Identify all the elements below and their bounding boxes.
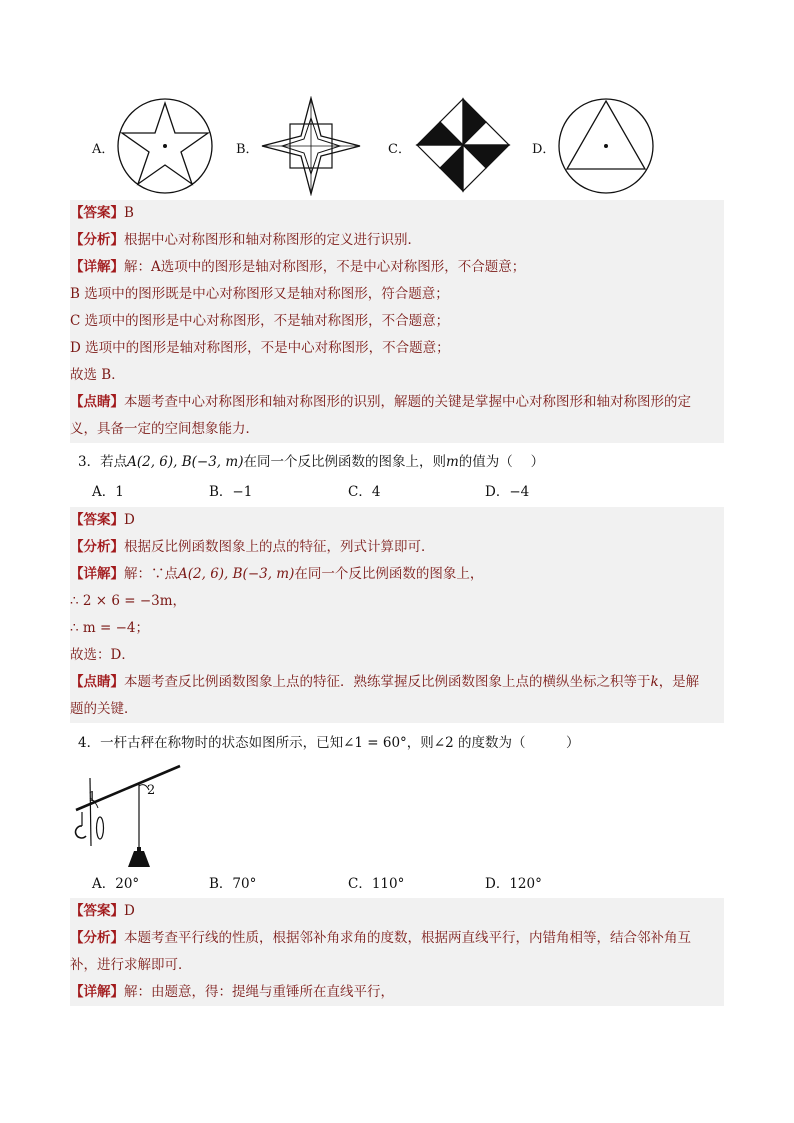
- figure-options-row: [0, 0, 794, 205]
- q4-analysis-line: 【分析】本题考查平行线的性质，根据邻补角求角的度数，根据两直线平行，内错角相等，结合邻补角互: [70, 930, 691, 946]
- figure-c-label: C．: [388, 142, 411, 157]
- q4-option-c[interactable]: C．110°: [348, 876, 405, 892]
- q2-detail-line: 【详解】解：A选项中的图形是轴对称图形，不是中心对称图形，不合题意；: [70, 259, 526, 275]
- q3-stem: 3．若点A(2, 6), B(−3, m)在同一个反比例函数的图象上，则m的值为（ ）: [78, 454, 545, 470]
- figure-a-label: A．: [92, 142, 115, 157]
- q3-equation: ∴ 2 × 6 = −3m，: [70, 593, 187, 609]
- q4-stem: 4．一杆古秤在称物时的状态如图所示，已知∠1 = 60°，则∠2 的度数为（ ）: [78, 735, 580, 751]
- figure-a-circle-star: [115, 96, 215, 196]
- figure-b-label: B．: [236, 142, 259, 157]
- q4-answer-block: [70, 898, 724, 1006]
- q3-conclusion: 故选：D．: [70, 647, 135, 663]
- q4-option-b[interactable]: B．70°: [209, 876, 257, 892]
- q2-conclusion: 故选 B．: [70, 367, 125, 383]
- q2-answer-line: 【答案】B: [70, 205, 134, 221]
- figure-d-circle-triangle: [556, 96, 656, 196]
- q3-analysis-line: 【分析】根据反比例函数图象上的点的特征，列式计算即可．: [70, 539, 435, 555]
- q3-result: ∴ m = −4；: [70, 620, 149, 636]
- q3-option-d[interactable]: D．−4: [485, 484, 530, 500]
- q4-answer-line: 【答案】D: [70, 903, 135, 919]
- q2-comment-line: 【点睛】本题考查中心对称图形和轴对称图形的识别，解题的关键是掌握中心对称图形和轴对称图形的定: [70, 394, 691, 410]
- q3-option-c[interactable]: C．4: [348, 484, 381, 500]
- figure-d-label: D．: [532, 142, 556, 157]
- q3-option-a[interactable]: A．1: [92, 484, 124, 500]
- q4-angle-1-label: 1: [88, 790, 97, 805]
- figure-c-pinwheel: [414, 96, 512, 194]
- q4-option-d[interactable]: D．120°: [485, 876, 542, 892]
- q2-detail-b: B 选项中的图形既是中心对称图形又是轴对称图形，符合题意；: [70, 286, 449, 302]
- q3-answer-line: 【答案】D: [70, 512, 135, 528]
- q2-detail-c: C 选项中的图形是中心对称图形，不是轴对称图形，不合题意；: [70, 313, 450, 329]
- q4-angle-2-label: 2: [147, 783, 156, 798]
- q3-comment-line-2: 题的关键．: [70, 701, 138, 717]
- q3-comment-line: 【点睛】本题考查反比例函数图象上点的特征．熟练掌握反比例函数图象上点的横纵坐标之积等于k，是解: [70, 674, 700, 690]
- q3-option-b[interactable]: B．−1: [209, 484, 253, 500]
- q2-comment-line-2: 义，具备一定的空间想象能力．: [70, 421, 259, 437]
- q3-answer-block: [70, 507, 724, 723]
- q2-detail-d: D 选项中的图形是轴对称图形，不是中心对称图形，不合题意；: [70, 340, 450, 356]
- figure-b-compass-star: [260, 96, 362, 196]
- q2-answer-block: [70, 200, 724, 443]
- q4-steelyard-figure: [68, 756, 183, 870]
- q4-detail-line: 【详解】解：由题意，得：提绳与重锤所在直线平行，: [70, 984, 394, 1000]
- q3-detail-line: 【详解】解：∵点A(2, 6), B(−3, m)在同一个反比例函数的图象上，: [70, 566, 484, 582]
- q4-analysis-line-2: 补，进行求解即可．: [70, 957, 192, 973]
- q2-analysis-line: 【分析】根据中心对称图形和轴对称图形的定义进行识别．: [70, 232, 421, 248]
- q4-option-a[interactable]: A．20°: [92, 876, 140, 892]
